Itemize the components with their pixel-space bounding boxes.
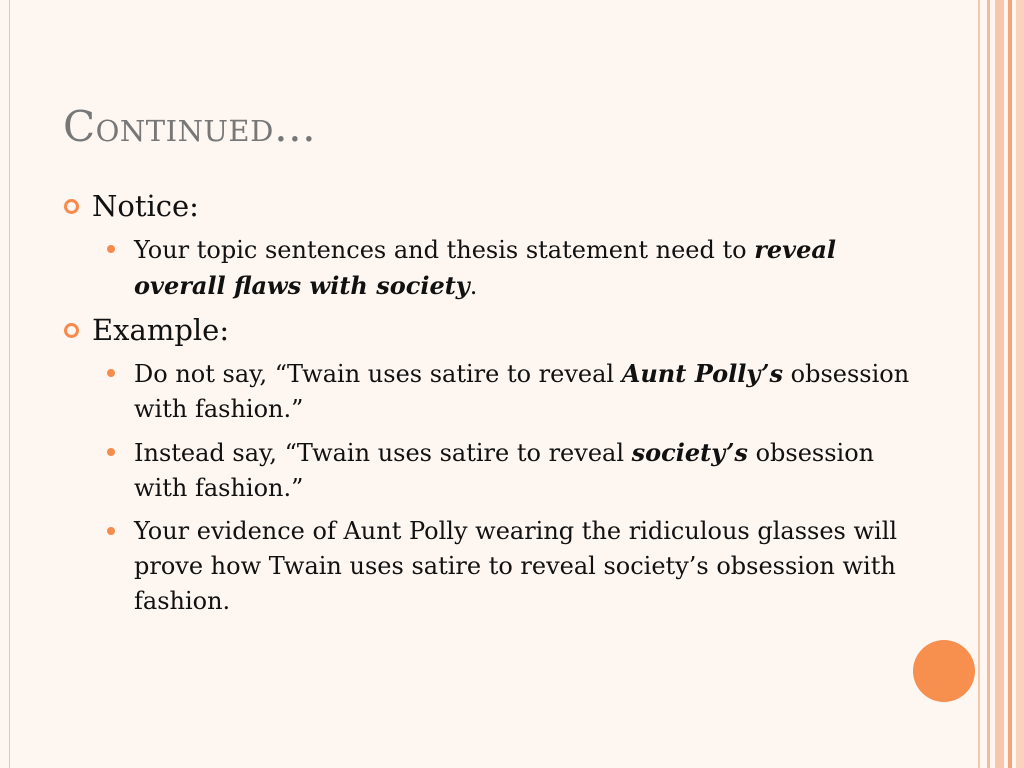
sub-list-item [62, 435, 922, 506]
list-item-notice [62, 188, 922, 224]
sub-list-item [62, 356, 922, 427]
hollow-circle-bullet-icon [64, 199, 79, 214]
sub-item-tail: . [469, 272, 478, 300]
filled-dot-bullet-icon [107, 527, 115, 535]
stripe [1008, 0, 1012, 768]
filled-dot-bullet-icon [107, 369, 115, 377]
sub-item-text: Instead say, “Twain uses satire to reveal [134, 439, 632, 467]
sub-item-text: Your evidence of Aunt Polly wearing the ridiculous glasses will prove how Twain uses satire to reveal society’s obsession with fashion. [134, 517, 898, 615]
sub-list-item [62, 232, 922, 304]
list-item-label: Notice: [92, 189, 199, 223]
sub-item-emphasis: society’s [631, 438, 748, 467]
left-frame-border [0, 0, 10, 768]
slide-title: Continued… [63, 102, 317, 151]
list-item-label: Example: [92, 313, 230, 347]
filled-dot-bullet-icon [107, 448, 115, 456]
slide-content [62, 188, 922, 619]
sub-item-emphasis: reveal overall flaws with society [134, 235, 837, 300]
sub-item-text: Your topic sentences and thesis statement need to [134, 236, 755, 264]
stripe [978, 0, 980, 768]
sub-item-tail: obsession with fashion.” [134, 439, 875, 502]
sub-item-emphasis: Aunt Polly’s [621, 359, 784, 388]
filled-dot-bullet-icon [107, 245, 115, 253]
decorative-stripes [978, 0, 1024, 768]
hollow-circle-bullet-icon [64, 323, 79, 338]
sub-item-text: Do not say, “Twain uses satire to reveal [134, 360, 622, 388]
stripe [1016, 0, 1024, 768]
stripe [987, 0, 990, 768]
list-item-example [62, 312, 922, 348]
sub-item-tail: obsession with fashion.” [134, 360, 910, 423]
orange-circle-decoration [913, 640, 975, 702]
sub-list-item [62, 514, 922, 619]
stripe [995, 0, 1004, 768]
